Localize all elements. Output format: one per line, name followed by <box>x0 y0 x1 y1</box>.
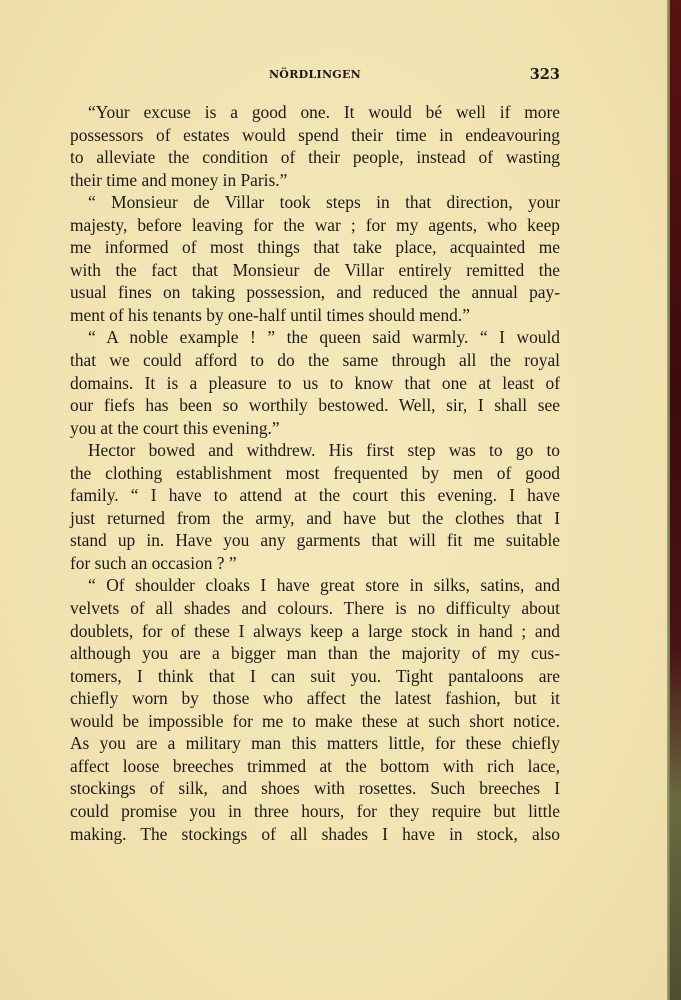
text-line: “ Monsieur de Villar took steps in that direction, your <box>88 192 560 213</box>
text-line: “Your excuse is a good one. It would bé well if more <box>88 102 560 122</box>
text-line: making. The stockings of all shades I have in stock, also <box>70 823 560 844</box>
text-line: family. “ I have to attend at the court this evening. I have <box>70 485 560 506</box>
text-line: Hector bowed and withdrew. His first step was to go to <box>88 440 560 461</box>
body-text <box>70 101 560 845</box>
text-line: possessors of estates would spend their time in endeavouring <box>70 124 560 145</box>
text-line: for such an occasion ? ” <box>70 552 237 573</box>
text-line: their time and money in Paris.” <box>70 169 288 190</box>
text-line: “ Of shoulder cloaks I have great store in silks, satins, and <box>88 575 560 596</box>
text-line: As you are a military man this matters little, for these chiefly <box>70 733 560 754</box>
text-line: could promise you in three hours, for they require but little <box>70 800 560 821</box>
text-line: to alleviate the condition of their people, instead of wasting <box>70 147 560 168</box>
book-binding <box>670 0 681 1000</box>
text-line: doublets, for of these I always keep a large stock in hand ; and <box>70 620 560 641</box>
text-line: just returned from the army, and have but the clothes that I <box>70 507 560 528</box>
text-line: the clothing establishment most frequented by men of good <box>70 462 560 483</box>
text-line: stockings of silk, and shoes with rosettes. Such breeches I <box>70 778 560 799</box>
text-line: usual fines on taking possession, and reduced the annual pay- <box>70 282 560 303</box>
text-line: “ A noble example ! ” the queen said warmly. “ I would <box>88 327 560 348</box>
text-line: ment of his tenants by one-half until times should mend.” <box>70 304 470 325</box>
text-line: majesty, before leaving for the war ; for my agents, who keep <box>70 214 560 235</box>
running-head <box>70 66 560 84</box>
text-line: you at the court this evening.” <box>70 417 280 438</box>
text-line: domains. It is a pleasure to us to know that one at least of <box>70 372 560 393</box>
text-line: me informed of most things that take place, acquainted me <box>70 237 560 258</box>
chapter-title: NÖRDLINGEN <box>268 68 362 81</box>
page-number: 323 <box>529 66 560 83</box>
text-line: stand up in. Have you any garments that will fit me suitable <box>70 530 560 551</box>
text-line: although you are a bigger man than the majority of my cus- <box>70 643 560 664</box>
text-line: would be impossible for me to make these at such short notice. <box>70 710 560 731</box>
text-line: our fiefs has been so worthily bestowed. Well, sir, I shall see <box>70 395 560 416</box>
text-line: affect loose breeches trimmed at the bottom with rich lace, <box>70 755 560 776</box>
text-line: chiefly worn by those who affect the latest fashion, but it <box>70 688 560 709</box>
text-line: with the fact that Monsieur de Villar entirely remitted the <box>70 259 560 280</box>
text-line: tomers, I think that I can suit you. Tight pantaloons are <box>70 665 560 686</box>
text-line: velvets of all shades and colours. There is no difficulty about <box>70 598 560 619</box>
text-line: that we could afford to do the same through all the royal <box>70 350 560 371</box>
